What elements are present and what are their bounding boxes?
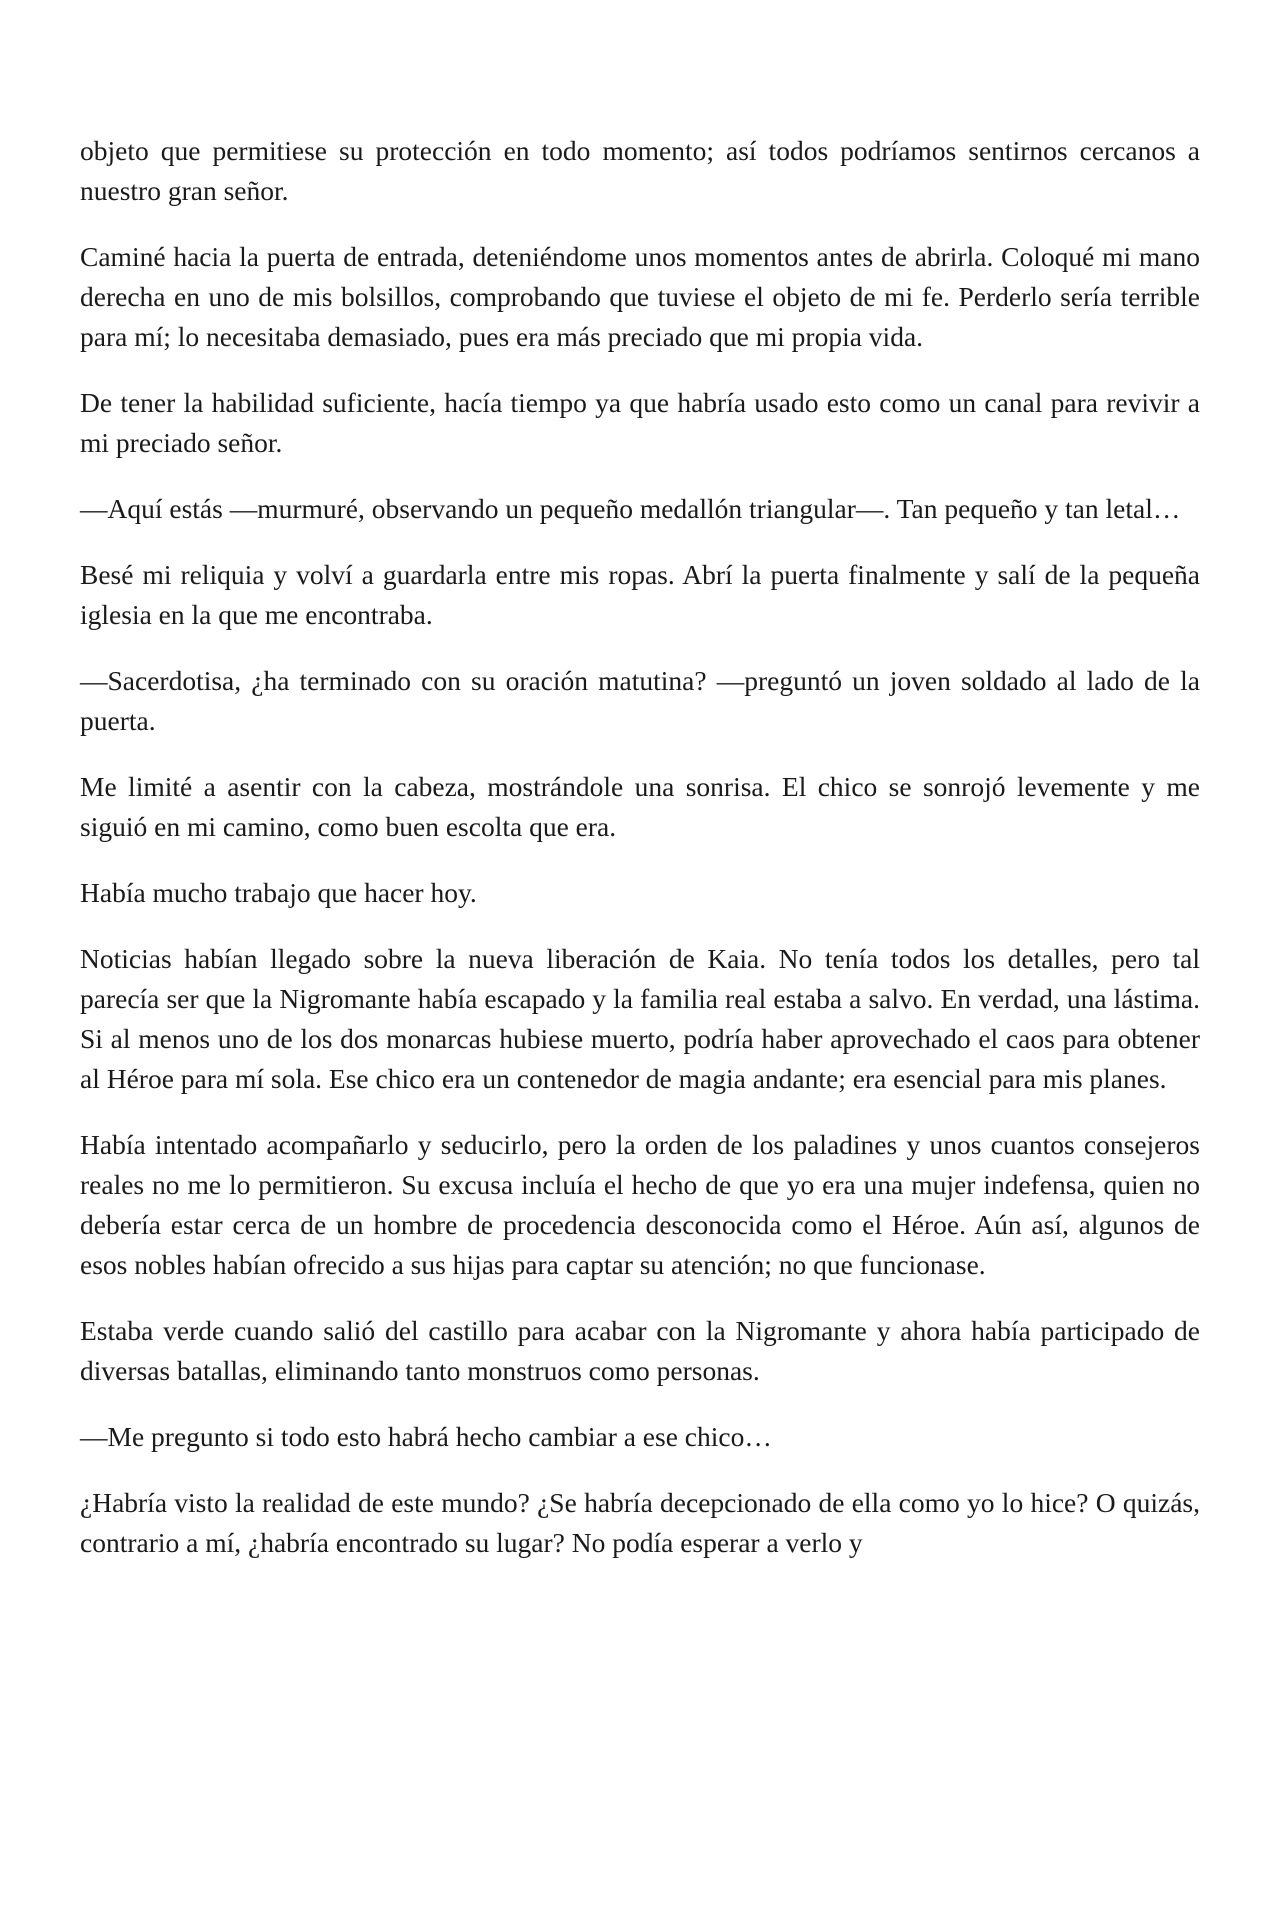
paragraph: Había intentado acompañarlo y seducirlo, pero la orden de los paladines y unos cuantos consejeros reales no me lo permitieron. Su excusa incluía el hecho de que yo era una mujer indefensa, quien no debería estar cerca de un hombre de procedencia desconocida como el Héroe. Aún así, algunos de esos nobles habían ofrecido a sus hijas para captar su atención; no que funcionase. [80,1129,1200,1280]
paragraph: —Sacerdotisa, ¿ha terminado con su oración matutina? —preguntó un joven soldado al lado de la puerta. [80,665,1200,736]
paragraph: Besé mi reliquia y volví a guardarla entre mis ropas. Abrí la puerta finalmente y salí de la pequeña iglesia en la que me encontraba. [80,559,1200,630]
paragraph: —Me pregunto si todo esto habrá hecho cambiar a ese chico… [80,1421,772,1452]
paragraph: objeto que permitiese su protección en todo momento; así todos podríamos sentirnos cercanos a nuestro gran señor. [80,135,1200,206]
body-text [80,131,1200,1589]
paragraph: De tener la habilidad suficiente, hacía tiempo ya que habría usado esto como un canal para revivir a mi preciado señor. [80,387,1200,458]
paragraph: ¿Habría visto la realidad de este mundo? ¿Se habría decepcionado de ella como yo lo hice? O quizás, contrario a mí, ¿habría encontrado su lugar? No podía esperar a verlo y [80,1487,1200,1558]
paragraph: Estaba verde cuando salió del castillo para acabar con la Nigromante y ahora había participado de diversas batallas, eliminando tanto monstruos como personas. [80,1315,1200,1386]
paragraph: Noticias habían llegado sobre la nueva liberación de Kaia. No tenía todos los detalles, pero tal parecía ser que la Nigromante había escapado y la familia real estaba a salvo. En verdad, una lástima. Si al menos uno de los dos monarcas hubiese muerto, podría haber aprovechado el caos para obtener al Héroe para mí sola. Ese chico era un contenedor de magia andante; era esencial para mis planes. [80,943,1200,1094]
paragraph: —Aquí estás —murmuré, observando un pequeño medallón triangular—. Tan pequeño y tan letal… [80,493,1181,524]
paragraph: Me limité a asentir con la cabeza, mostrándole una sonrisa. El chico se sonrojó levemente y me siguió en mi camino, como buen escolta que era. [80,771,1200,842]
paragraph: Había mucho trabajo que hacer hoy. [80,877,477,908]
paragraph: Caminé hacia la puerta de entrada, deteniéndome unos momentos antes de abrirla. Coloqué mi mano derecha en uno de mis bolsillos, comprobando que tuviese el objeto de mi fe. Perderlo sería terrible para mí; lo necesitaba demasiado, pues era más preciado que mi propia vida. [80,241,1200,352]
